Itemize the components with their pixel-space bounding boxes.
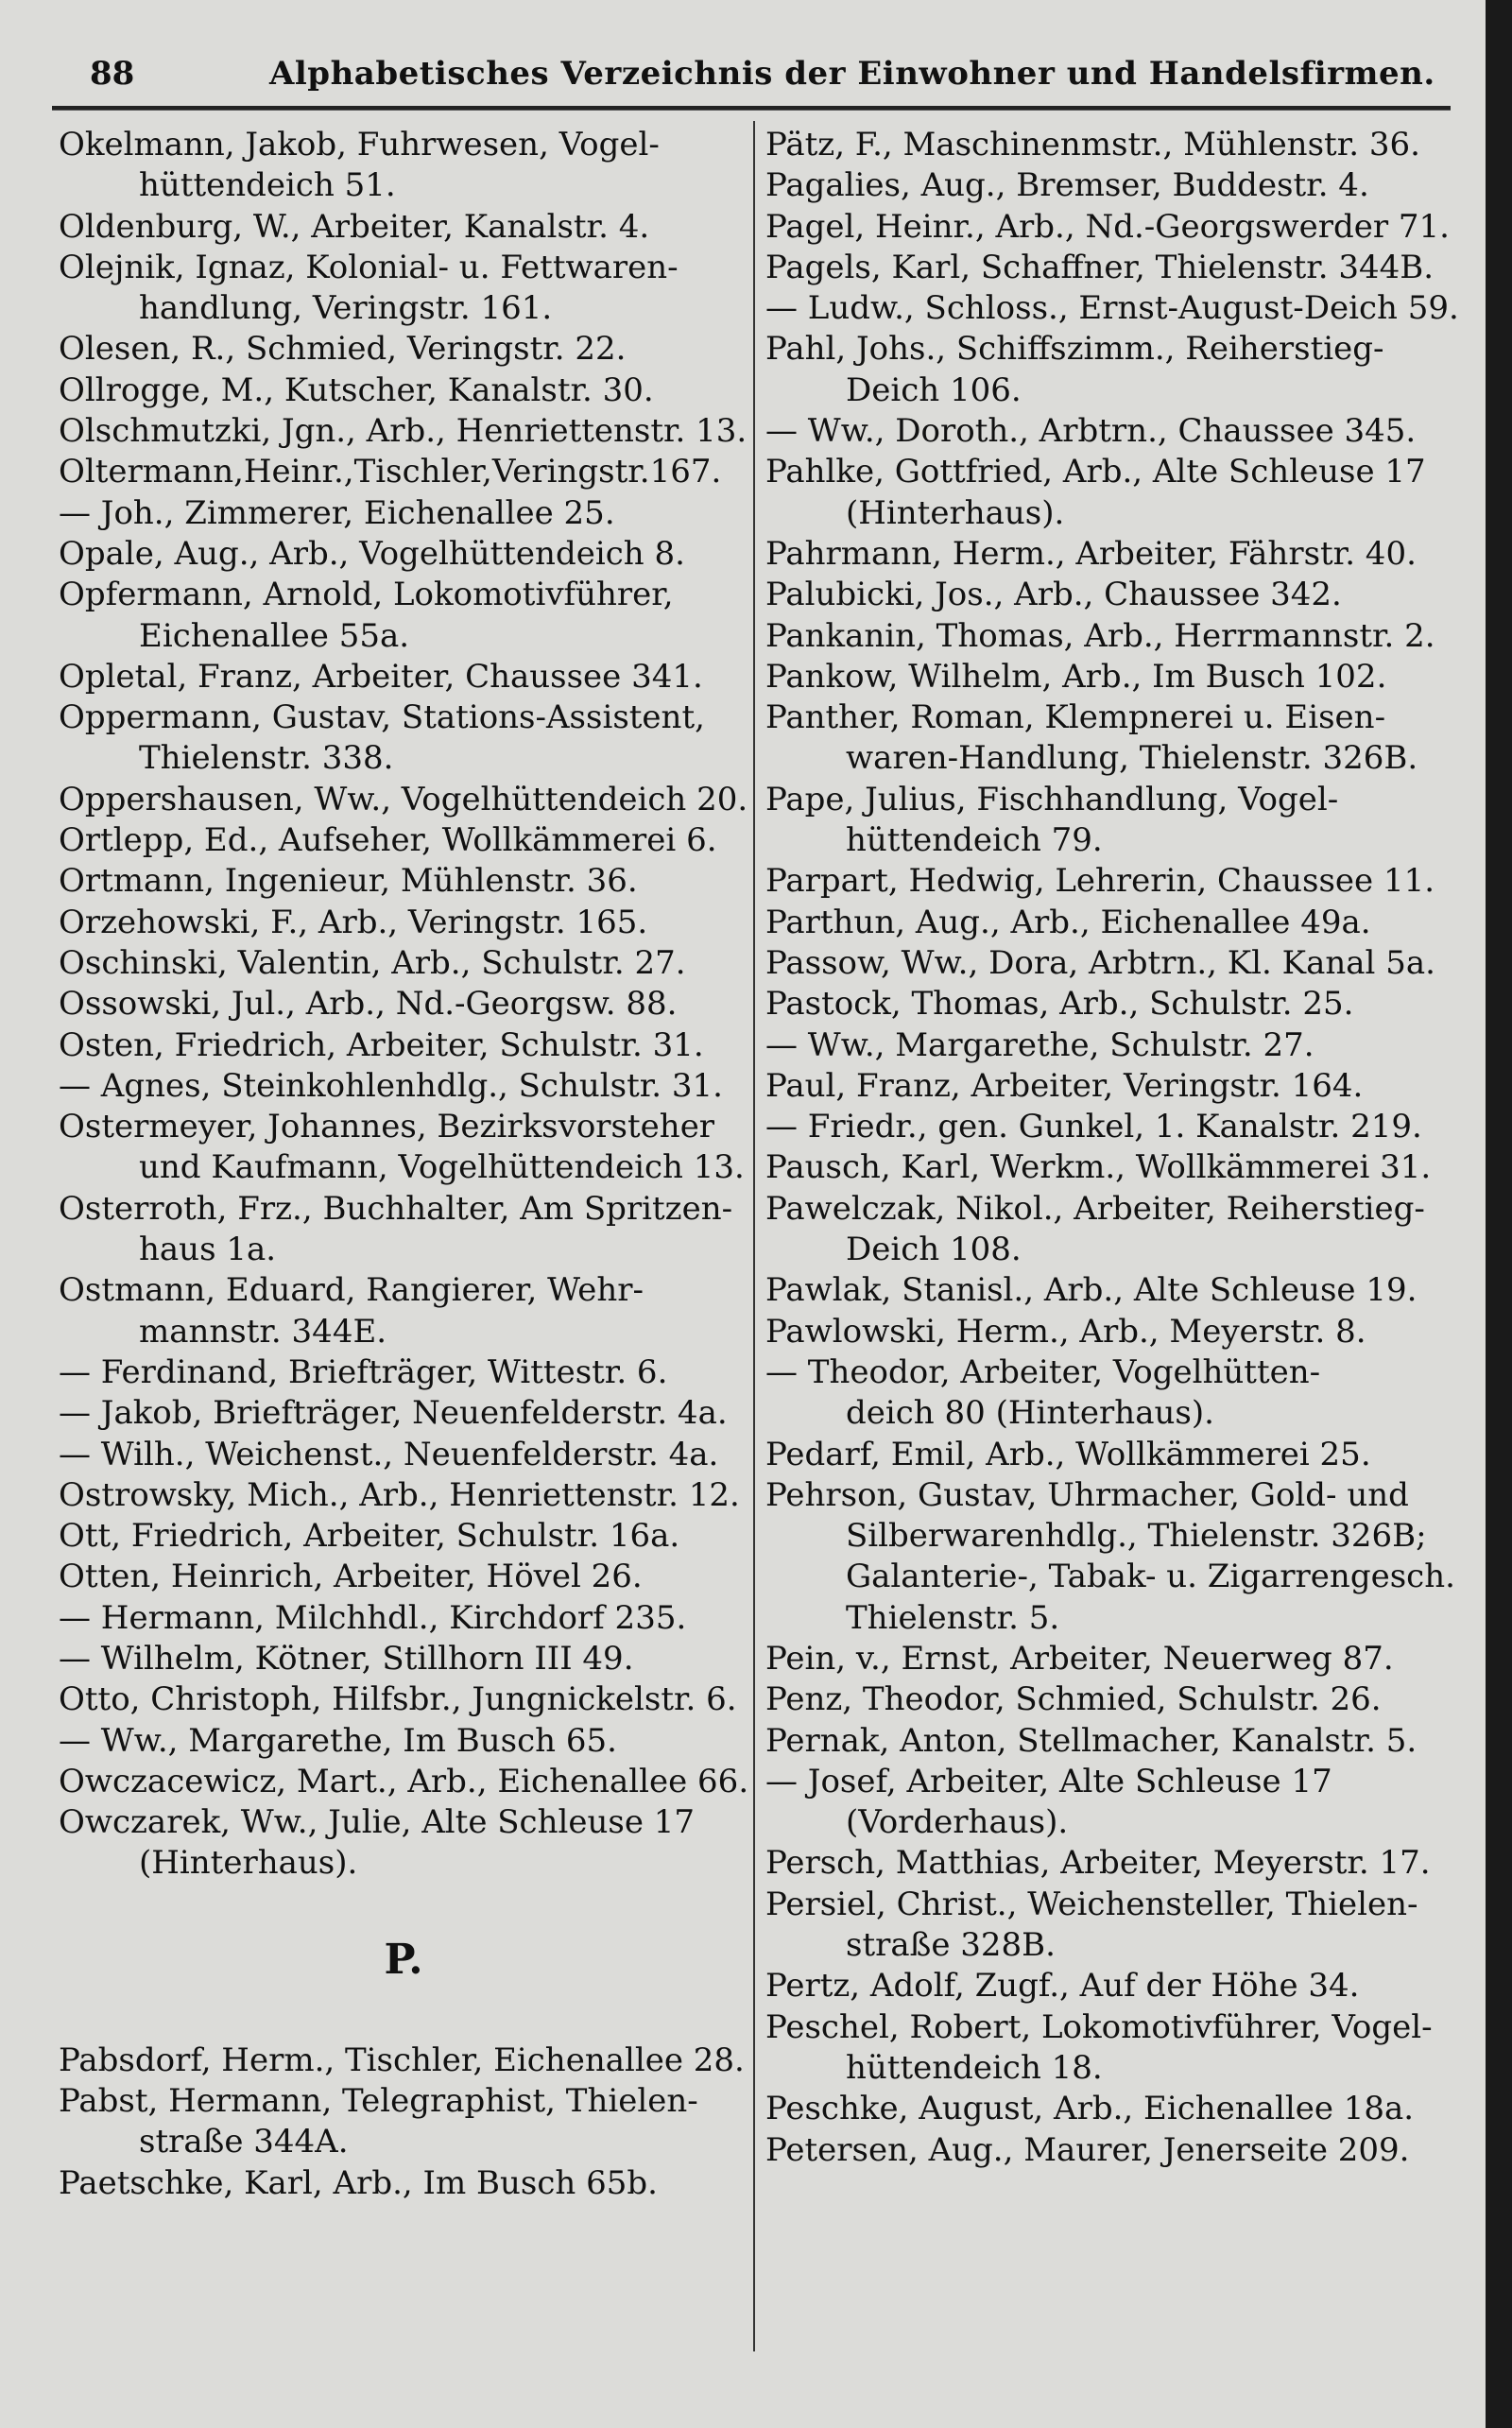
directory-entry (59, 1721, 748, 1762)
entry-continuation-line: Eichenallee 55a. (139, 616, 410, 655)
directory-entry (59, 1557, 748, 1597)
directory-entry (59, 1393, 748, 1434)
directory-entry (765, 1066, 1465, 1107)
directory-entry (765, 1312, 1465, 1352)
directory-entry (59, 1802, 748, 1885)
entry-continuation-line: haus 1a. (139, 1231, 277, 1269)
directory-entry (765, 534, 1465, 575)
directory-entry (59, 207, 748, 248)
page-header (52, 45, 1451, 102)
left-column (59, 125, 748, 2204)
entry-line: — Hermann, Milchhdl., Kirchdorf 235. (59, 1598, 687, 1637)
entry-line: Pape, Julius, Fischhandlung, Vogel- (765, 780, 1339, 818)
entry-continuation-line: Deich 106. (846, 370, 1022, 409)
entry-line: Ossowski, Jul., Arb., Nd.-Georgsw. 88. (59, 985, 678, 1024)
directory-entry (59, 861, 748, 902)
entry-line: Pankow, Wilhelm, Arb., Im Busch 102. (765, 657, 1387, 696)
entry-continuation-line: straße 344A. (139, 2123, 349, 2161)
entry-line: — Ww., Margarethe, Im Busch 65. (59, 1721, 617, 1760)
entry-line: Pahl, Johs., Schiffszimm., Reiherstieg- (765, 330, 1384, 369)
entry-line: Pausch, Karl, Werkm., Wollkämmerei 31. (765, 1148, 1432, 1187)
directory-entry (765, 1639, 1465, 1679)
entry-line: Orzehowski, F., Arb., Veringstr. 165. (59, 903, 648, 941)
directory-entry (59, 1189, 748, 1271)
directory-entry (59, 493, 748, 534)
entry-line: — Wilhelm, Kötner, Stillhorn III 49. (59, 1639, 634, 1678)
directory-entry (59, 370, 748, 411)
directory-entry (59, 697, 748, 780)
entry-line: — Ferdinand, Briefträger, Wittestr. 6. (59, 1352, 668, 1391)
entry-line: — Josef, Arbeiter, Alte Schleuse 17 (765, 1762, 1332, 1800)
entry-line: — Friedr., gen. Gunkel, 1. Kanalstr. 219. (765, 1108, 1422, 1146)
directory-entry (765, 1147, 1465, 1188)
entry-line: Pehrson, Gustav, Uhrmacher, Gold- und (765, 1475, 1409, 1514)
directory-entry (765, 207, 1465, 248)
entry-line: Pagel, Heinr., Arb., Nd.-Georgswerder 71. (765, 207, 1450, 246)
entry-continuation-line: handlung, Veringstr. 161. (139, 289, 553, 328)
entry-line: Pawelczak, Nikol., Arbeiter, Reiherstieg- (765, 1189, 1425, 1228)
entry-line: Opale, Aug., Arb., Vogelhüttendeich 8. (59, 534, 685, 573)
entry-line: Oldenburg, W., Arbeiter, Kanalstr. 4. (59, 207, 650, 246)
directory-entry (765, 1885, 1465, 1967)
entry-line: Petersen, Aug., Maurer, Jenerseite 209. (765, 2130, 1410, 2169)
entry-continuation-line: Deich 108. (846, 1231, 1022, 1269)
entry-line: Ostmann, Eduard, Rangierer, Wehr- (59, 1271, 644, 1310)
directory-entry (59, 1066, 748, 1107)
header-rule (52, 106, 1451, 111)
directory-entry (765, 2130, 1465, 2171)
entry-line: Pawlowski, Herm., Arb., Meyerstr. 8. (765, 1312, 1366, 1351)
entry-line: Parthun, Aug., Arb., Eichenallee 49a. (765, 903, 1371, 941)
entry-line: Ostermeyer, Johannes, Bezirksvorsteher (59, 1108, 715, 1146)
entry-line: Pertz, Adolf, Zugf., Auf der Höhe 34. (765, 1967, 1360, 2006)
entry-line: Peschke, August, Arb., Eichenallee 18a. (765, 2090, 1415, 2128)
directory-entry (59, 1107, 748, 1189)
directory-entry (765, 1843, 1465, 1884)
entry-line: Oppermann, Gustav, Stations-Assistent, (59, 698, 705, 737)
entry-line: Penz, Theodor, Schmied, Schulstr. 26. (765, 1680, 1382, 1719)
entry-line: Pein, v., Ernst, Arbeiter, Neuerweg 87. (765, 1639, 1394, 1678)
entry-continuation-line: Thielenstr. 338. (139, 739, 394, 778)
entry-line: — Ludw., Schloss., Ernst-August-Deich 59. (765, 289, 1459, 328)
directory-entry (765, 2007, 1465, 2090)
directory-entry (765, 1435, 1465, 1475)
directory-entry (59, 2081, 748, 2163)
entry-line: Persch, Matthias, Arbeiter, Meyerstr. 17. (765, 1844, 1431, 1883)
entry-line: Otten, Heinrich, Arbeiter, Hövel 26. (59, 1558, 643, 1596)
entry-line: Paul, Franz, Arbeiter, Veringstr. 164. (765, 1066, 1364, 1105)
entry-line: Ortlepp, Ed., Aufseher, Wollkämmerei 6. (59, 821, 717, 860)
entry-continuation-line: und Kaufmann, Vogelhüttendeich 13. (139, 1148, 745, 1187)
entry-continuation-line: deich 80 (Hinterhaus). (846, 1394, 1214, 1433)
directory-entry (765, 697, 1465, 780)
directory-entry (59, 2163, 748, 2204)
entry-line: — Ww., Margarethe, Schulstr. 27. (765, 1025, 1314, 1064)
entry-line: Pernak, Anton, Stellmacher, Kanalstr. 5. (765, 1721, 1418, 1760)
entry-line: Pahrmann, Herm., Arbeiter, Fährstr. 40. (765, 534, 1417, 573)
page-edge-shadow (1486, 0, 1512, 2428)
entry-line: Pabst, Hermann, Telegraphist, Thielen- (59, 2082, 698, 2121)
entry-line: Panther, Roman, Klempnerei u. Eisen- (765, 698, 1386, 737)
entry-line: Pedarf, Emil, Arb., Wollkämmerei 25. (765, 1435, 1371, 1473)
entry-line: Okelmann, Jakob, Fuhrwesen, Vogel- (59, 126, 660, 164)
directory-entry (59, 575, 748, 657)
left-entries-o (59, 125, 748, 1885)
entry-line: Ortmann, Ingenieur, Mühlenstr. 36. (59, 862, 638, 901)
entry-continuation-line: (Hinterhaus). (139, 1844, 358, 1883)
directory-entry (59, 452, 748, 492)
directory-entry (59, 780, 748, 820)
directory-entry (765, 616, 1465, 657)
entry-line: Oppershausen, Ww., Vogelhüttendeich 20. (59, 780, 748, 818)
entry-line: Parpart, Hedwig, Lehrerin, Chaussee 11. (765, 862, 1435, 901)
directory-entry (765, 1189, 1465, 1271)
directory-entry (765, 248, 1465, 288)
directory-entry (765, 1107, 1465, 1147)
directory-entry (765, 2089, 1465, 2129)
directory-entry (765, 1475, 1465, 1639)
entry-line: Olschmutzki, Jgn., Arb., Henriettenstr. 13. (59, 412, 747, 451)
directory-entry (765, 861, 1465, 902)
directory-entry (59, 329, 748, 370)
right-column (765, 125, 1465, 2171)
directory-entry (765, 903, 1465, 943)
entry-line: Ott, Friedrich, Arbeiter, Schulstr. 16a. (59, 1517, 680, 1556)
entry-line: Ollrogge, M., Kutscher, Kanalstr. 30. (59, 370, 654, 409)
entry-line: Pahlke, Gottfried, Arb., Alte Schleuse 17 (765, 453, 1426, 491)
entry-line: Pastock, Thomas, Arb., Schulstr. 25. (765, 985, 1354, 1024)
entry-line: Olejnik, Ignaz, Kolonial- u. Fettwaren- (59, 248, 679, 286)
directory-entry (765, 125, 1465, 165)
entry-line: Owczacewicz, Mart., Arb., Eichenallee 66. (59, 1762, 748, 1800)
directory-entry (59, 1352, 748, 1393)
directory-entry (59, 248, 748, 330)
entry-continuation-line: (Vorderhaus). (846, 1803, 1069, 1842)
directory-entry (765, 1966, 1465, 2006)
entry-line: Pätz, F., Maschinenmstr., Mühlenstr. 36. (765, 126, 1420, 164)
entry-line: Ostrowsky, Mich., Arb., Henriettenstr. 12. (59, 1475, 740, 1514)
entry-line: Osten, Friedrich, Arbeiter, Schulstr. 31. (59, 1025, 704, 1064)
section-gap (59, 1885, 748, 1922)
directory-entry (59, 1762, 748, 1802)
directory-entry (765, 575, 1465, 615)
entry-line: Pagels, Karl, Schaffner, Thielenstr. 344B. (765, 248, 1435, 286)
entry-line: — Agnes, Steinkohlenhdlg., Schulstr. 31. (59, 1066, 723, 1105)
directory-entry (765, 984, 1465, 1025)
entry-line: Oltermann,Heinr.,Tischler,Veringstr.167. (59, 453, 722, 491)
directory-entry (59, 903, 748, 943)
directory-entry (59, 1639, 748, 1679)
entry-line: Pagalies, Aug., Bremser, Buddestr. 4. (765, 166, 1369, 205)
entry-line: Opfermann, Arnold, Lokomotivführer, (59, 576, 674, 614)
left-entries-p (59, 2041, 748, 2204)
entry-line: — Wilh., Weichenst., Neuenfelderstr. 4a. (59, 1435, 719, 1473)
directory-entry (765, 165, 1465, 206)
entry-continuation-line: Thielenstr. 5. (846, 1598, 1060, 1637)
entry-line: Peschel, Robert, Lokomotivführer, Vogel- (765, 2007, 1433, 2046)
directory-entry (765, 329, 1465, 411)
directory-entry (59, 1598, 748, 1639)
entry-line: Owczarek, Ww., Julie, Alte Schleuse 17 (59, 1803, 696, 1842)
directory-entry (765, 1352, 1465, 1435)
directory-entry (765, 943, 1465, 984)
entry-line: Pankanin, Thomas, Arb., Herrmannstr. 2. (765, 616, 1435, 655)
directory-entry (59, 984, 748, 1025)
directory-entry (765, 1270, 1465, 1311)
running-title: Alphabetisches Verzeichnis der Einwohner und Handelsfirmen. (269, 55, 1435, 93)
directory-entry (59, 657, 748, 697)
directory-entry (59, 534, 748, 575)
entry-line: — Ww., Doroth., Arbtrn., Chaussee 345. (765, 412, 1417, 451)
entry-continuation-line: hüttendeich 18. (846, 2048, 1103, 2087)
directory-entry (59, 411, 748, 452)
directory-entry (765, 452, 1465, 534)
directory-entry (59, 1025, 748, 1066)
entry-line: Osterroth, Frz., Buchhalter, Am Spritzen- (59, 1189, 733, 1228)
entry-continuation-line: Galanterie-, Tabak- u. Zigarrengesch. (846, 1558, 1455, 1596)
directory-entry (59, 943, 748, 984)
entry-continuation-line: hüttendeich 51. (139, 166, 396, 205)
entry-line: — Jakob, Briefträger, Neuenfelderstr. 4a. (59, 1394, 728, 1433)
column-divider (753, 121, 755, 2351)
entry-line: Otto, Christoph, Hilfsbr., Jungnickelstr. 6. (59, 1680, 737, 1719)
entry-continuation-line: waren-Handlung, Thielenstr. 326B. (846, 739, 1418, 778)
entry-line: Olesen, R., Schmied, Veringstr. 22. (59, 330, 627, 369)
entry-line: Pawlak, Stanisl., Arb., Alte Schleuse 19. (765, 1271, 1418, 1310)
entry-line: Paetschke, Karl, Arb., Im Busch 65b. (59, 2163, 658, 2202)
entry-continuation-line: (Hinterhaus). (846, 493, 1065, 532)
directory-entry (59, 1270, 748, 1352)
directory-entry (765, 1721, 1465, 1762)
page-number: 88 (90, 55, 135, 93)
directory-entry (765, 780, 1465, 862)
entry-line: — Joh., Zimmerer, Eichenallee 25. (59, 493, 615, 532)
entry-continuation-line: straße 328B. (846, 1926, 1056, 1965)
section-letter-heading: P. (384, 1935, 423, 1984)
directory-entry (59, 820, 748, 861)
directory-entry (765, 1762, 1465, 1844)
directory-entry (59, 2041, 748, 2081)
entry-line: Oschinski, Valentin, Arb., Schulstr. 27. (59, 943, 686, 982)
entry-continuation-line: mannstr. 344E. (139, 1312, 387, 1351)
directory-entry (59, 125, 748, 207)
directory-entry (59, 1435, 748, 1475)
entry-line: Palubicki, Jos., Arb., Chaussee 342. (765, 576, 1342, 614)
entry-line: — Theodor, Arbeiter, Vogelhütten- (765, 1352, 1321, 1391)
directory-entry (765, 1679, 1465, 1720)
right-entries (765, 125, 1465, 2171)
directory-entry (59, 1679, 748, 1720)
directory-entry (765, 288, 1465, 329)
entry-continuation-line: Silberwarenhdlg., Thielenstr. 326B; (846, 1517, 1427, 1556)
entry-line: Persiel, Christ., Weichensteller, Thielen- (765, 1885, 1418, 1923)
directory-entry (59, 1516, 748, 1557)
entry-continuation-line: hüttendeich 79. (846, 821, 1103, 860)
entry-line: Pabsdorf, Herm., Tischler, Eichenallee 28. (59, 2041, 745, 2079)
directory-entry (765, 411, 1465, 452)
directory-entry (765, 1025, 1465, 1066)
directory-entry (59, 1475, 748, 1516)
entry-line: Passow, Ww., Dora, Arbtrn., Kl. Kanal 5a. (765, 943, 1435, 982)
entry-line: Opletal, Franz, Arbeiter, Chaussee 341. (59, 657, 703, 696)
directory-entry (765, 657, 1465, 697)
